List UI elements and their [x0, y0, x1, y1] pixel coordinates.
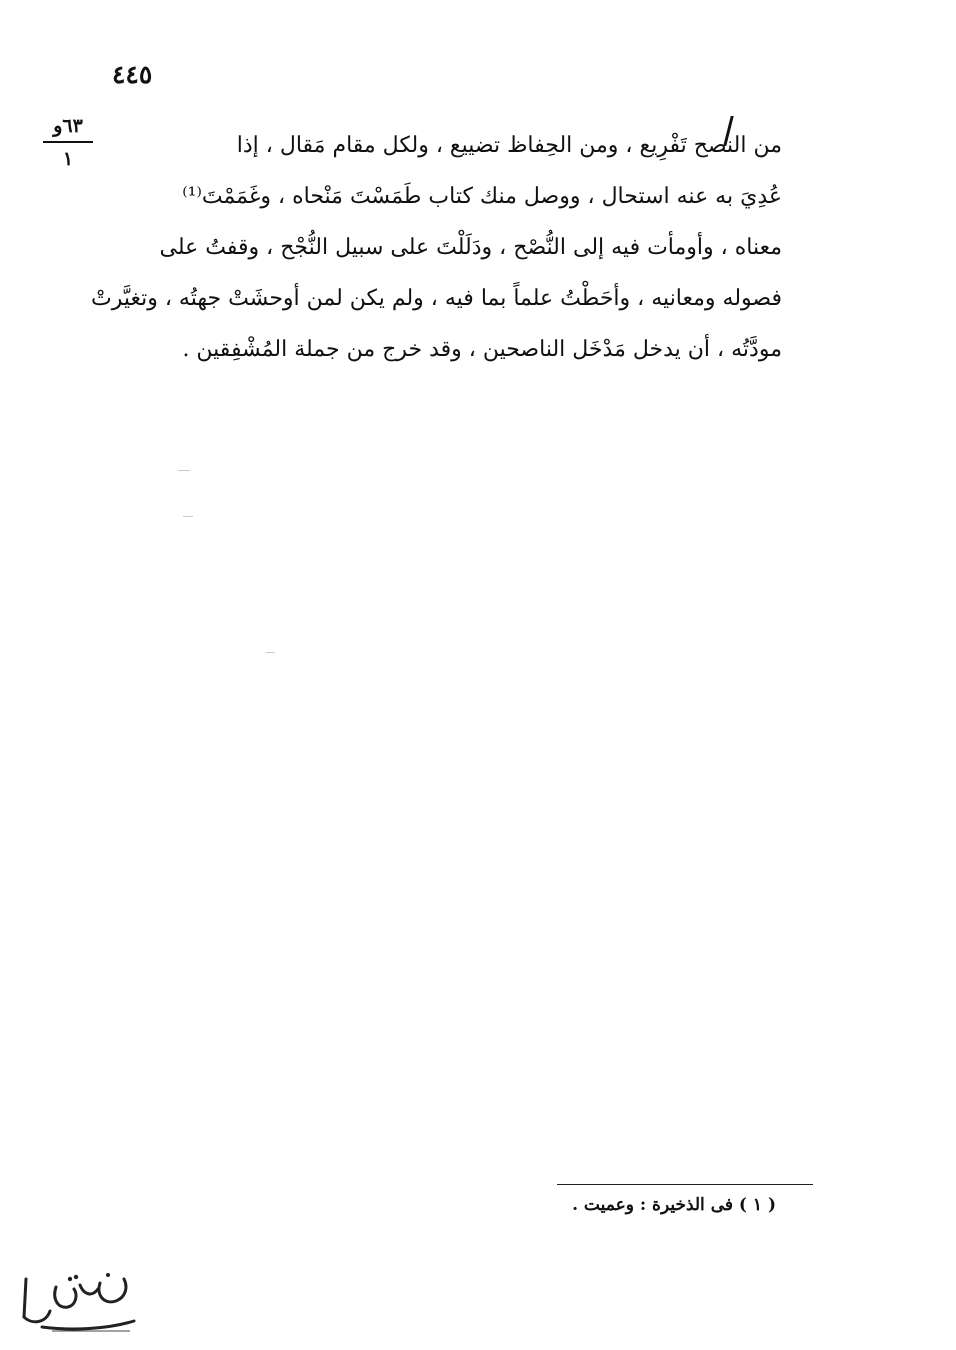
footnote-separator: [557, 1184, 813, 1185]
body-line: مودَّتُه ، أن يدخل مَدْخَل الناصحين ، وقد خرج من جملة المُشْفِقين .: [182, 337, 782, 362]
margin-folio-reference: [36, 116, 100, 170]
scan-speck: [178, 470, 190, 471]
calligraphy-stamp-icon: [12, 1265, 142, 1335]
body-line: فصوله ومعانيه ، وأحَطْتُ علماً بما فيه ، ولم يكن لمن أوحشَتْ جهتُه ، وتغيَّرتْ: [90, 286, 782, 311]
margin-folio-side: ١: [62, 147, 74, 170]
body-text: [90, 120, 782, 375]
scan-speck: [266, 652, 275, 653]
body-paragraph: [90, 120, 782, 375]
scan-speck: [183, 516, 193, 517]
body-line: معناه ، وأومأت فيه إلى النُّصْح ، ودَلَلْتَ على سبيل النُّجْح ، وقفتُ على: [159, 235, 782, 260]
footnote: ( ١ ) فى الذخيرة : وعميت .: [572, 1195, 776, 1215]
library-stamp-logo: [12, 1265, 142, 1335]
body-line: من النصح تَفْرِيع ، ومن الحِفاظ تضييع ، ولكل مقام مَقال ، إذا: [236, 133, 782, 158]
body-line: عُدِيَ به عنه استحال ، ووصل منك كتاب طَمَسْتَ مَنْحاه ، وغَمَمْتَ⁽¹⁾: [182, 184, 782, 209]
margin-folio-number: ٦٣و: [53, 115, 83, 137]
page-number: ٤٤٥: [112, 60, 153, 89]
margin-folio-rule: [43, 141, 93, 143]
